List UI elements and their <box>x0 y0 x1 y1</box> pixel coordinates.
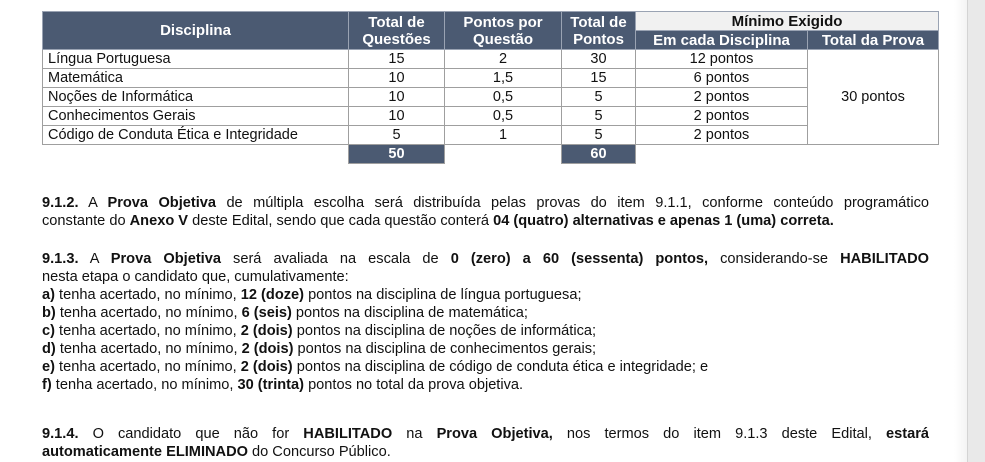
list-item: a) tenha acertado, no mínimo, 12 (doze) pontos na disciplina de língua portuguesa; <box>42 287 582 303</box>
cell-minimo: 2 pontos <box>636 88 808 107</box>
page-edge-shade <box>954 0 968 462</box>
cell-questoes: 10 <box>349 69 445 88</box>
header-disciplina: Disciplina <box>43 12 349 50</box>
paragraph-9-1-3: 9.1.3. A Prova Objetiva será avaliada na escala de 0 (zero) a 60 (sessenta) pontos, considerando-se HABILITADO nesta etapa o candidato que, cumulativamente: a) tenha acertado, no mínimo, 12 (doze) pontos na disciplina de língua portuguesa; b) tenha acertado, no mínimo, 6 (seis) pontos na disciplina de matemática; c) tenha acertado, no mínimo, 2 (dois) pontos na disciplina de noções de informática; d) tenha acertado, no mínimo, 2 (dois) pontos na disciplina de conhecimentos gerais; e) tenha acertado, no mínimo, 2 (dois) pontos na disciplina de código de conduta ética e integridade; e f) tenha acertado, no mínimo, 30 (trinta) pontos no total da prova objetiva. <box>42 251 929 393</box>
cell-questoes: 10 <box>349 107 445 126</box>
cell-disciplina: Noções de Informática <box>43 88 349 107</box>
list-item: f) tenha acertado, no mínimo, 30 (trinta) pontos no total da prova objetiva. <box>42 377 524 393</box>
header-em-cada-disciplina: Em cada Disciplina <box>636 31 808 50</box>
header-pontos-por-questao: Pontos por Questão <box>445 12 562 50</box>
list-item: b) tenha acertado, no mínimo, 6 (seis) pontos na disciplina de matemática; <box>42 305 528 321</box>
cell-pontos-questao: 0,5 <box>445 107 562 126</box>
table-row <box>43 107 939 126</box>
list-item: e) tenha acertado, no mínimo, 2 (dois) pontos na disciplina de código de conduta ética e integridade; e <box>42 359 709 375</box>
cell-minimo: 6 pontos <box>636 69 808 88</box>
cell-total-da-prova: 30 pontos <box>808 50 939 145</box>
total-questoes: 50 <box>349 145 445 164</box>
exam-table <box>42 11 939 164</box>
total-pontos: 60 <box>562 145 636 164</box>
cell-total-pontos: 5 <box>562 126 636 145</box>
cell-pontos-questao: 2 <box>445 50 562 69</box>
table-row <box>43 88 939 107</box>
cell-minimo: 12 pontos <box>636 50 808 69</box>
cell-total-pontos: 5 <box>562 107 636 126</box>
cell-pontos-questao: 1,5 <box>445 69 562 88</box>
cell-questoes: 10 <box>349 88 445 107</box>
cell-total-pontos: 5 <box>562 88 636 107</box>
cell-questoes: 15 <box>349 50 445 69</box>
table-row <box>43 126 939 145</box>
cell-disciplina: Língua Portuguesa <box>43 50 349 69</box>
header-total-pontos: Total de Pontos <box>562 12 636 50</box>
cell-disciplina: Matemática <box>43 69 349 88</box>
totals-row <box>43 145 939 164</box>
cell-disciplina: Conhecimentos Gerais <box>43 107 349 126</box>
scrollbar[interactable] <box>967 0 985 462</box>
header-minimo-exigido: Mínimo Exigido <box>636 12 939 31</box>
cell-questoes: 5 <box>349 126 445 145</box>
cell-total-pontos: 15 <box>562 69 636 88</box>
table-row <box>43 69 939 88</box>
paragraph-9-1-4: 9.1.4. O candidato que não for HABILITADO na Prova Objetiva, nos termos do item 9.1.3 deste Edital, estará automaticamente ELIMINADO do Concurso Público. <box>42 426 930 460</box>
list-item: d) tenha acertado, no mínimo, 2 (dois) pontos na disciplina de conhecimentos gerais; <box>42 341 597 357</box>
cell-pontos-questao: 0,5 <box>445 88 562 107</box>
cell-pontos-questao: 1 <box>445 126 562 145</box>
list-item: c) tenha acertado, no mínimo, 2 (dois) pontos na disciplina de noções de informática; <box>42 323 597 339</box>
cell-disciplina: Código de Conduta Ética e Integridade <box>43 126 349 145</box>
paragraph-9-1-2: 9.1.2. A Prova Objetiva de múltipla escolha será distribuída pelas provas do item 9.1.1, conforme conteúdo programático constante do Anexo V deste Edital, sendo que cada questão conterá 04 (quatro) alternativas e apenas 1 (uma) correta. <box>42 195 930 229</box>
header-total-da-prova: Total da Prova <box>808 31 939 50</box>
cell-minimo: 2 pontos <box>636 107 808 126</box>
cell-total-pontos: 30 <box>562 50 636 69</box>
cell-minimo: 2 pontos <box>636 126 808 145</box>
table-row <box>43 50 939 69</box>
header-total-questoes: Total de Questões <box>349 12 445 50</box>
